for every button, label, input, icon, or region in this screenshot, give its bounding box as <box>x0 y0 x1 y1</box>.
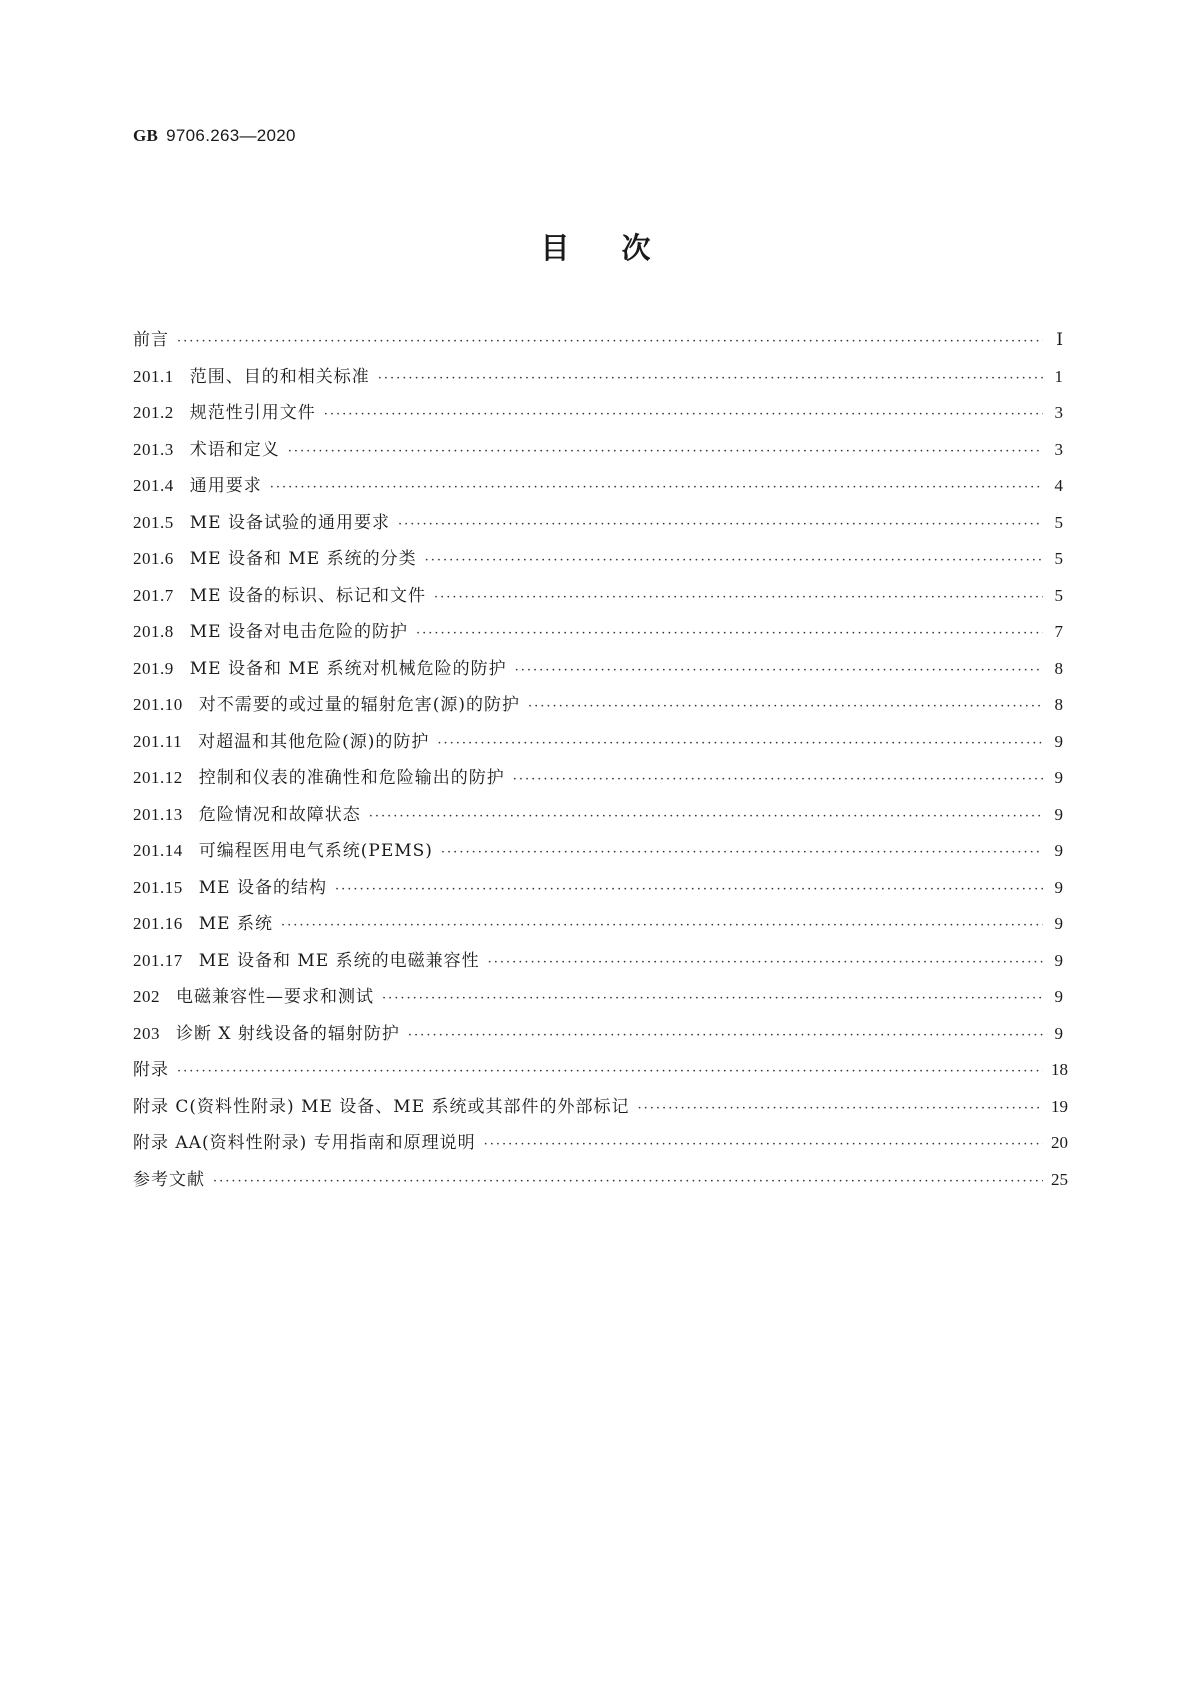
toc-entry-text: ME 设备和 ME 系统的电磁兼容性 <box>198 950 480 971</box>
toc-entry-text: 通用要求 <box>189 476 262 496</box>
toc-entry-number: 201.2 <box>133 403 174 422</box>
toc-entry-text: ME 设备的标识、标记和文件 <box>189 585 426 606</box>
toc-entry-page: 9 <box>1054 877 1063 897</box>
toc-entry-text: 范围、目的和相关标准 <box>189 366 370 387</box>
toc-entry-text: ME 设备和 ME 系统对机械危险的防护 <box>189 658 507 679</box>
document-code <box>133 126 296 146</box>
toc-entry-page: 9 <box>1054 841 1063 860</box>
toc-entry-number: 201.12 <box>133 768 183 787</box>
toc-entry-annex[interactable] <box>133 1055 1068 1092</box>
dot-leader <box>484 1137 1043 1152</box>
toc-entry-page: 9 <box>1054 914 1063 933</box>
toc-entry-page: 9 <box>1054 768 1063 787</box>
toc-entry-201-17[interactable] <box>133 946 1063 983</box>
toc-entry-text: ME 设备的结构 <box>198 877 327 898</box>
standard-prefix: GB <box>133 126 159 145</box>
dot-leader <box>177 334 1043 349</box>
toc-entry-page: 19 <box>1051 1096 1068 1116</box>
toc-entry-201-10[interactable] <box>133 690 1063 727</box>
toc-entry-201-12[interactable] <box>133 763 1063 800</box>
toc-entry-page: 5 <box>1054 512 1063 532</box>
toc-entry-number: 201.17 <box>133 950 183 970</box>
toc-entry-foreword[interactable] <box>133 325 1063 362</box>
toc-entry-bibliography[interactable] <box>133 1165 1068 1202</box>
toc-entry-number: 203 <box>133 1023 160 1043</box>
dot-leader <box>528 699 1043 714</box>
toc-entry-text: 危险情况和故障状态 <box>198 804 361 825</box>
toc-entry-annex-aa[interactable] <box>133 1128 1068 1165</box>
toc-entry-page: 9 <box>1054 804 1063 824</box>
dot-leader <box>288 444 1043 459</box>
toc-entry-text: 附录 AA(资料性附录) 专用指南和原理说明 <box>133 1133 476 1153</box>
toc-entry-202[interactable] <box>133 982 1063 1019</box>
toc-entry-text: 对超温和其他危险(源)的防护 <box>198 731 430 752</box>
toc-entry-text: 诊断 X 射线设备的辐射防护 <box>176 1023 400 1044</box>
toc-entry-number: 201.5 <box>133 512 174 532</box>
toc-entry-page: 18 <box>1051 1060 1068 1079</box>
dot-leader <box>515 663 1043 678</box>
toc-entry-page: 8 <box>1054 658 1063 678</box>
toc-entry-text: ME 设备对电击危险的防护 <box>189 622 408 642</box>
toc-entry-page: 4 <box>1054 476 1063 495</box>
toc-entry-number: 201.1 <box>133 366 174 386</box>
toc-entry-201-7[interactable] <box>133 581 1063 618</box>
toc-entry-201-5[interactable] <box>133 508 1063 545</box>
toc-entry-number: 201.15 <box>133 877 183 897</box>
toc-title: 目次 <box>540 231 703 265</box>
toc-entry-text: 附录 C(资料性附录) ME 设备、ME 系统或其部件的外部标记 <box>133 1096 630 1117</box>
toc-entry-text: ME 设备试验的通用要求 <box>189 512 390 533</box>
toc-entry-number: 201.3 <box>133 439 174 459</box>
toc-entry-201-1[interactable] <box>133 362 1063 399</box>
dot-leader <box>324 407 1043 422</box>
toc-entry-number: 201.6 <box>133 549 174 568</box>
toc-entry-page: 1 <box>1054 366 1063 386</box>
dot-leader <box>488 955 1043 970</box>
toc-entry-text: 电磁兼容性—要求和测试 <box>176 987 374 1007</box>
toc-entry-201-2[interactable] <box>133 398 1063 435</box>
toc-entry-text: 控制和仪表的准确性和危险输出的防护 <box>198 768 505 788</box>
toc-entry-page: 7 <box>1054 622 1063 641</box>
toc-entry-number: 201.11 <box>133 731 183 751</box>
toc-entry-201-4[interactable] <box>133 471 1063 508</box>
toc-entry-text: 前言 <box>133 330 169 350</box>
dot-leader <box>437 736 1043 751</box>
toc-entry-number: 201.13 <box>133 804 183 824</box>
toc-entry-page: 5 <box>1054 549 1063 568</box>
toc-entry-page: 25 <box>1051 1169 1068 1189</box>
toc-entry-page: 9 <box>1054 1023 1063 1043</box>
toc-entry-text: 附录 <box>133 1060 169 1080</box>
dot-leader <box>378 371 1043 386</box>
dot-leader <box>213 1174 1043 1189</box>
toc-entry-201-6[interactable] <box>133 544 1063 581</box>
toc-entry-text: 参考文献 <box>133 1169 205 1190</box>
dot-leader <box>513 772 1043 787</box>
toc-entry-number: 201.14 <box>133 841 183 860</box>
toc-entry-number: 201.9 <box>133 658 174 678</box>
dot-leader <box>441 845 1043 860</box>
toc-entry-text: 术语和定义 <box>189 439 280 460</box>
toc-entry-page: 9 <box>1054 731 1063 751</box>
toc-entry-text: 对不需要的或过量的辐射危害(源)的防护 <box>198 695 521 715</box>
toc-entry-201-9[interactable] <box>133 654 1063 691</box>
standard-number: 9706.263—2020 <box>166 126 296 145</box>
toc-entry-number: 201.7 <box>133 585 174 605</box>
toc-entry-page: 20 <box>1051 1133 1068 1152</box>
toc-entry-page: 5 <box>1054 585 1063 605</box>
dot-leader <box>425 553 1043 568</box>
toc-entry-annex-c[interactable] <box>133 1092 1068 1129</box>
dot-leader <box>416 626 1043 641</box>
dot-leader <box>638 1101 1043 1116</box>
toc-entry-text: ME 系统 <box>198 914 273 934</box>
toc-entry-text: 规范性引用文件 <box>189 403 316 423</box>
toc-entry-number: 201.16 <box>133 914 183 933</box>
toc-entry-text: ME 设备和 ME 系统的分类 <box>189 549 417 569</box>
toc-entry-201-8[interactable] <box>133 617 1063 654</box>
toc-entry-page: 3 <box>1054 439 1063 459</box>
toc-entry-number: 201.8 <box>133 622 174 641</box>
toc-entry-page: 8 <box>1054 695 1063 714</box>
toc-list <box>133 325 1068 1201</box>
toc-entry-203[interactable] <box>133 1019 1063 1056</box>
toc-entry-number: 201.4 <box>133 476 174 495</box>
toc-entry-201-3[interactable] <box>133 435 1063 472</box>
dot-leader <box>434 590 1043 605</box>
toc-entry-201-13[interactable] <box>133 800 1063 837</box>
dot-leader <box>408 1028 1043 1043</box>
toc-entry-page: 3 <box>1054 403 1063 422</box>
dot-leader <box>335 882 1043 897</box>
toc-entry-number: 202 <box>133 987 160 1006</box>
toc-entry-page: 9 <box>1054 950 1063 970</box>
dot-leader <box>177 1064 1043 1079</box>
toc-entry-page: 9 <box>1054 987 1063 1006</box>
toc-entry-text: 可编程医用电气系统(PEMS) <box>198 841 433 861</box>
toc-entry-number: 201.10 <box>133 695 183 714</box>
dot-leader <box>382 991 1043 1006</box>
dot-leader <box>270 480 1043 495</box>
toc-entry-201-14[interactable] <box>133 836 1063 873</box>
dot-leader <box>369 809 1043 824</box>
dot-leader <box>281 918 1043 933</box>
toc-entry-201-15[interactable] <box>133 873 1063 910</box>
dot-leader <box>398 517 1043 532</box>
toc-entry-201-11[interactable] <box>133 727 1063 764</box>
toc-entry-201-16[interactable] <box>133 909 1063 946</box>
toc-entry-page: Ⅰ <box>1056 330 1063 349</box>
